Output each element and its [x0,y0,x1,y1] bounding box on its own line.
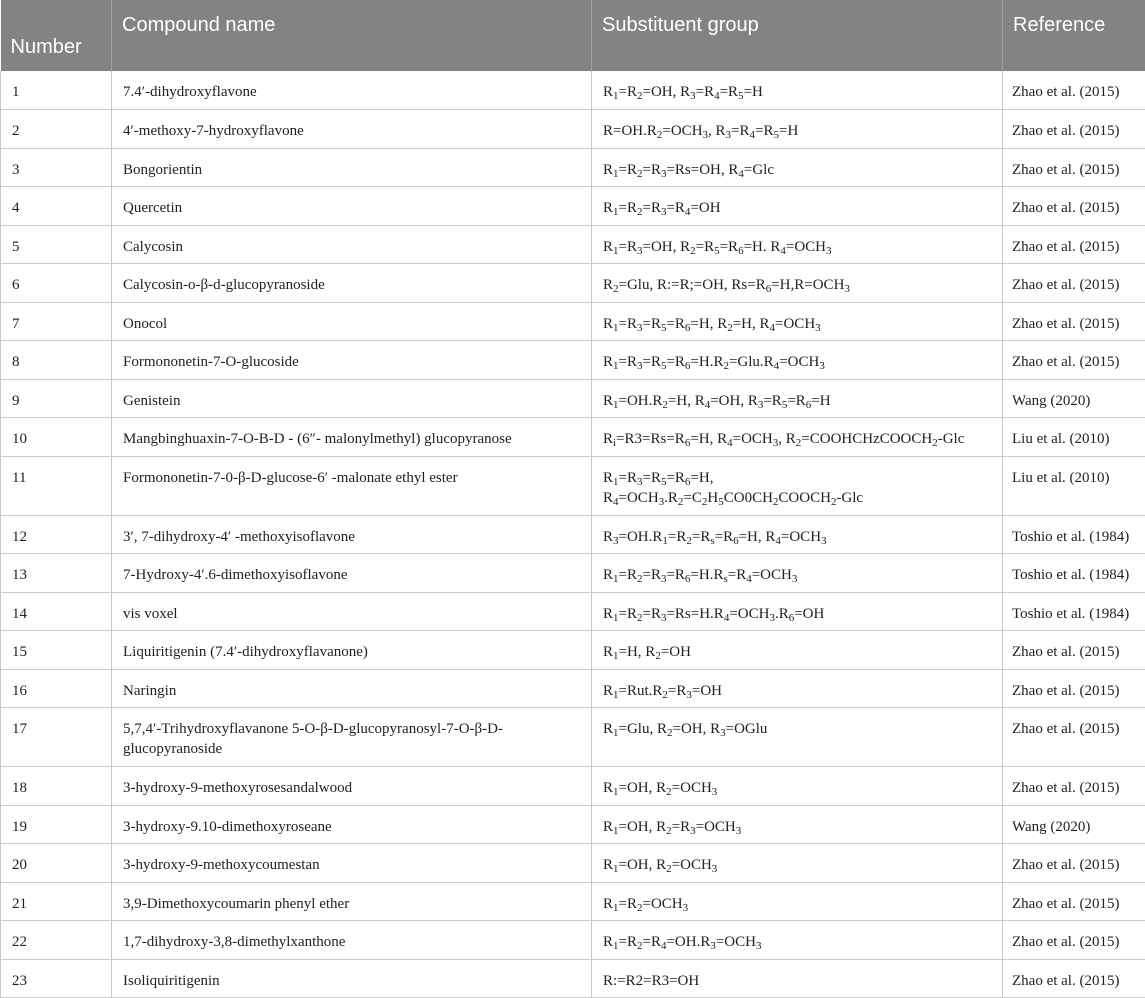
cell-reference: Zhao et al. (2015) [1003,959,1145,998]
cell-substituent-group: $R_1=R_3=R_5=R_6=H$, $R_2=H$, $R_4=OCH_3$ [592,302,1003,341]
table-row [1,708,1145,767]
table-row [1,187,1145,226]
cell-substituent-group: $R_1=OH.R_2=H$, $R_4=OH$, $R_3=R_5=R_6=H$ [592,379,1003,418]
cell-number: 4 [1,187,112,226]
header-row [1,0,1145,71]
cell-compound-name: 4′-methoxy-7-hydroxyflavone [112,110,592,149]
cell-reference: Zhao et al. (2015) [1003,110,1145,149]
cell-substituent-group: $R_1=R_2=R_3=Rs=H.R_4=OCH_3.R_6=OH$ [592,592,1003,631]
table-row [1,882,1145,921]
table-row [1,302,1145,341]
cell-compound-name: Calycosin [112,225,592,264]
table-row [1,631,1145,670]
table-row [1,921,1145,960]
cell-compound-name: 7.4′-dihydroxyflavone [112,71,592,110]
cell-reference: Zhao et al. (2015) [1003,148,1145,187]
cell-number: 23 [1,959,112,998]
cell-reference: Zhao et al. (2015) [1003,767,1145,806]
cell-number: 13 [1,554,112,593]
cell-number: 2 [1,110,112,149]
header-compound-name: Compound name [112,0,592,71]
cell-number: 7 [1,302,112,341]
cell-reference: Zhao et al. (2015) [1003,921,1145,960]
cell-reference: Zhao et al. (2015) [1003,669,1145,708]
cell-number: 21 [1,882,112,921]
cell-number: 9 [1,379,112,418]
cell-substituent-group: $R_1=OH$, $R_2=R_3=OCH_3$ [592,805,1003,844]
cell-compound-name: Bongorientin [112,148,592,187]
cell-substituent-group: $R_1=R_2=OCH_3$ [592,882,1003,921]
cell-compound-name: 3-hydroxy-9-methoxyrosesandalwood [112,767,592,806]
cell-reference: Zhao et al. (2015) [1003,302,1145,341]
cell-reference: Zhao et al. (2015) [1003,264,1145,303]
table-row [1,805,1145,844]
cell-substituent-group: R:=R2=R3=OH [592,959,1003,998]
table-row [1,341,1145,380]
cell-substituent-group: $R_1=Glu$, $R_2=OH$, $R_3=OGlu$ [592,708,1003,767]
table-row [1,418,1145,457]
cell-compound-name: 1,7-dihydroxy-3,8-dimethylxanthone [112,921,592,960]
cell-compound-name: Quercetin [112,187,592,226]
cell-number: 15 [1,631,112,670]
cell-number: 20 [1,844,112,883]
cell-substituent-group: $R_2=Glu$, R:=R;=OH, $Rs=R_6=H,R=OCH_3$ [592,264,1003,303]
table-row [1,264,1145,303]
cell-number: 8 [1,341,112,380]
table-row [1,592,1145,631]
cell-substituent-group: $R_1=R_2=R_3=R_4=OH$ [592,187,1003,226]
cell-number: 11 [1,456,112,515]
cell-reference: Zhao et al. (2015) [1003,882,1145,921]
cell-reference: Toshio et al. (1984) [1003,554,1145,593]
cell-reference: Toshio et al. (1984) [1003,515,1145,554]
cell-reference: Zhao et al. (2015) [1003,225,1145,264]
cell-number: 1 [1,71,112,110]
header-substituent-group: Substituent group [592,0,1003,71]
cell-substituent-group: $R_1=H$, $R_2=OH$ [592,631,1003,670]
cell-compound-name: Naringin [112,669,592,708]
cell-substituent-group: $R_i=R3=Rs=R_6=H$, $R_4=OCH_3$, $R_2=COOHCHzCOOCH_2$-Glc [592,418,1003,457]
header-reference: Reference [1003,0,1145,71]
table-row [1,767,1145,806]
cell-substituent-group: $R_1=R_2=R_4=OH.R_3=OCH_3$ [592,921,1003,960]
cell-substituent-group: $R_1=R_3=OH$, $R_2=R_5=R_6=H$. $R_4=OCH_3$ [592,225,1003,264]
cell-compound-name: 3,9-Dimethoxycoumarin phenyl ether [112,882,592,921]
table-body [1,71,1145,998]
table-row [1,515,1145,554]
table-row [1,959,1145,998]
cell-compound-name: Genistein [112,379,592,418]
table-row [1,110,1145,149]
cell-reference: Toshio et al. (1984) [1003,592,1145,631]
table-row [1,379,1145,418]
cell-compound-name: Isoliquiritigenin [112,959,592,998]
cell-reference: Zhao et al. (2015) [1003,187,1145,226]
table-row [1,71,1145,110]
cell-substituent-group: $R=OH.R_2=OCH_3$, $R_3=R_4=R_5=H$ [592,110,1003,149]
cell-reference: Liu et al. (2010) [1003,418,1145,457]
cell-number: 14 [1,592,112,631]
cell-number: 10 [1,418,112,457]
cell-substituent-group: $R_1=R_2=OH$, $R_3=R_4=R_5=H$ [592,71,1003,110]
cell-substituent-group: $R_1=R_2=R_3=Rs=OH$, $R_4=Glc$ [592,148,1003,187]
table-row [1,844,1145,883]
cell-number: 3 [1,148,112,187]
cell-substituent-group: $R_1=R_3=R_5=R_6=H$, $R_4=OCH_3.R_2=C_2H_5CO0CH_2COOCH_2$-Glc [592,456,1003,515]
cell-compound-name: 3-hydroxy-9.10-dimethoxyroseane [112,805,592,844]
cell-compound-name: 3′, 7-dihydroxy-4′ -methoxyisoflavone [112,515,592,554]
cell-substituent-group: $R_1=OH$, $R_2=OCH_3$ [592,844,1003,883]
cell-reference: Zhao et al. (2015) [1003,844,1145,883]
cell-number: 18 [1,767,112,806]
cell-substituent-group: $R_1=R_3=R_5=R_6=H.R_2=Glu.R_4=OCH_3$ [592,341,1003,380]
cell-reference: Zhao et al. (2015) [1003,341,1145,380]
cell-compound-name: Formononetin-7-0-β-D-glucose-6′ -malonate ethyl ester [112,456,592,515]
cell-compound-name: 7-Hydroxy-4′.6-dimethoxyisoflavone [112,554,592,593]
cell-reference: Liu et al. (2010) [1003,456,1145,515]
cell-reference: Wang (2020) [1003,379,1145,418]
table-row [1,669,1145,708]
cell-number: 6 [1,264,112,303]
cell-reference: Zhao et al. (2015) [1003,631,1145,670]
cell-compound-name: Mangbinghuaxin-7-O-B-D - (6″- malonylmethyl) glucopyranose [112,418,592,457]
cell-number: 12 [1,515,112,554]
cell-compound-name: 5,7,4′-Trihydroxyflavanone 5-O-β-D-glucopyranosyl-7-O-β-D-glucopyranoside [112,708,592,767]
header-number: Number [1,0,112,71]
cell-number: 16 [1,669,112,708]
table-row [1,148,1145,187]
cell-number: 17 [1,708,112,767]
cell-reference: Wang (2020) [1003,805,1145,844]
cell-number: 22 [1,921,112,960]
cell-compound-name: Onocol [112,302,592,341]
table-row [1,554,1145,593]
cell-reference: Zhao et al. (2015) [1003,71,1145,110]
cell-number: 19 [1,805,112,844]
table-row [1,225,1145,264]
cell-compound-name: Formononetin-7-O-glucoside [112,341,592,380]
cell-substituent-group: $R_1=OH$, $R_2=OCH_3$ [592,767,1003,806]
cell-compound-name: Liquiritigenin (7.4′-dihydroxyflavanone) [112,631,592,670]
cell-compound-name: Calycosin-o-β-d-glucopyranoside [112,264,592,303]
table-row [1,456,1145,515]
cell-compound-name: vis voxel [112,592,592,631]
cell-compound-name: 3-hydroxy-9-methoxycoumestan [112,844,592,883]
cell-substituent-group: $R_1=R_2=R_3=R_6=H.R_s=R_4=OCH_3$ [592,554,1003,593]
cell-reference: Zhao et al. (2015) [1003,708,1145,767]
cell-substituent-group: $R_1=Rut.R_2=R_3=OH$ [592,669,1003,708]
cell-number: 5 [1,225,112,264]
cell-substituent-group: $R_3=OH.R_1=R_2=R_s=R_6=H$, $R_4=OCH_3$ [592,515,1003,554]
